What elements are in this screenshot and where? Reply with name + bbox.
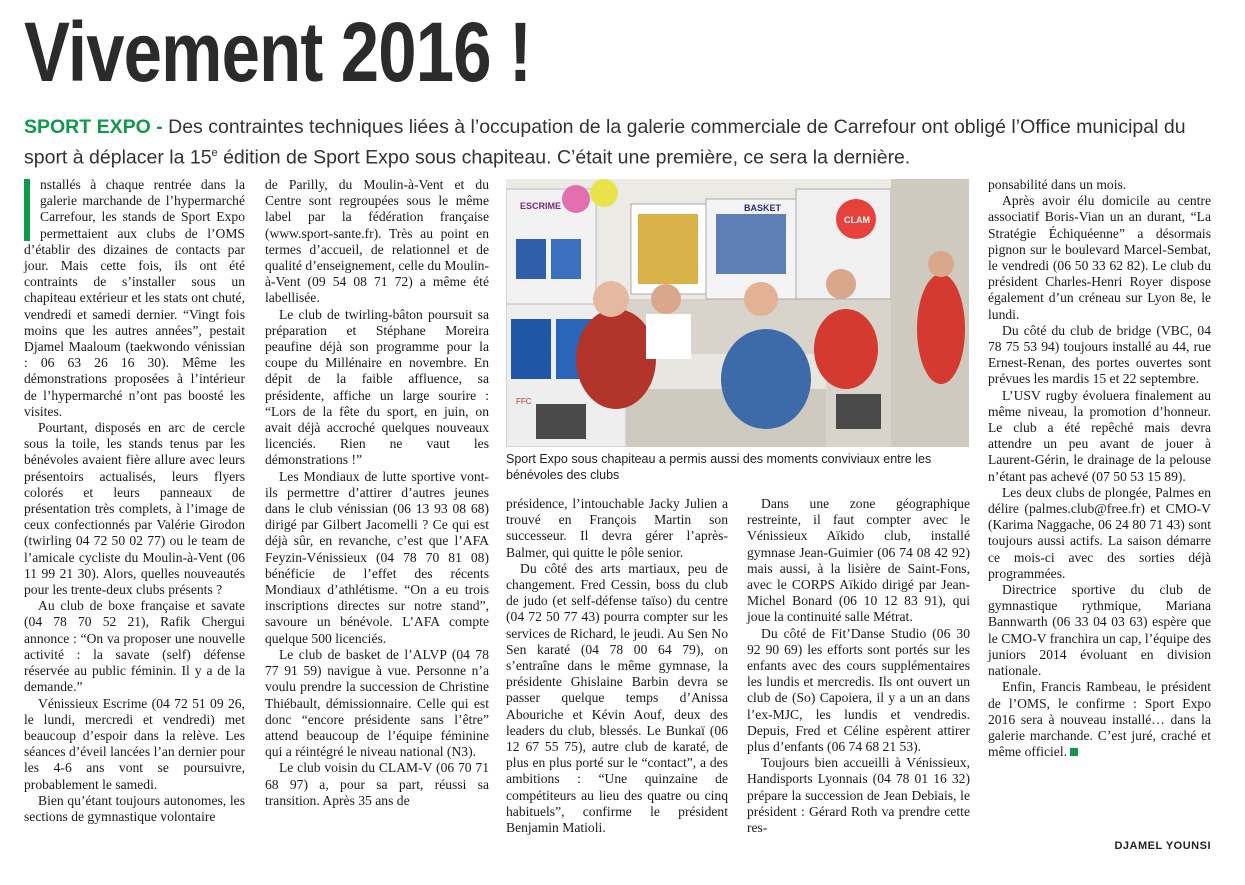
paragraph: Du côté des arts martiaux, peu de changement. Fred Cessin, boss du club de judo (et self-défense taïso) du centre (04 72 50 77 43) pourra compter sur les services de Richard, le jeudi. Au Sen No Sen karaté (04 78 00 64 79), on s’entraîne dans le même gymnase, la présidente Ghislaine Barbin devra se passer quelque temps d’Anissa Abouriche et Kévin Aouf, deux des leaders du club, blessés. Le Bunkaï (06 12 67 55 75), autre club de karaté, de plus en plus porté sur le “contact”, a des ambitions : “Une quinzaine de compétiteurs au lieu des quatre ou cinq habituels”, confirme le président Benjamin Matioli.	[506, 560, 728, 836]
drop-cap-bar	[24, 179, 30, 241]
event-photo	[506, 179, 969, 447]
paragraph: Du côté du club de bridge (VBC, 04 78 75 53 94) toujours installé au 44, rue Ernest-Renan, des portes ouvertes sont prévues les mardis 15 et 22 septembre.	[988, 322, 1211, 387]
paragraph: Toujours bien accueilli à Vénissieux, Handisports Lyonnais (04 78 01 16 32) prépare la succession de Jean Debiais, le président : Gérard Roth va prendre cette res-	[747, 755, 970, 836]
paragraph: Directrice sportive du club de gymnastique rythmique, Mariana Bannwarth (06 33 04 03 63) espère que le CMO-V franchira un cap, l’équipe des juniors 2014 évoluant en division nationale.	[988, 582, 1211, 679]
clam-sign: CLAM	[844, 215, 870, 225]
paragraph: Le club de basket de l’ALVP (04 78 77 91 59) navigue à vue. Personne n’a voulu prendre la succession de Christine Thiébault, démissionnaire. Celle qui est donc “encore présidente sans l’être” attend beaucoup de l’équipe féminine qui a réintégré le niveau national (N3).	[265, 646, 489, 760]
paragraph: Dans une zone géographique restreinte, il faut compter avec le Vénissieux Aïkido club, installé gymnase Jean-Guimier (06 74 08 42 92) mais aussi, à la lisière de Saint-Fons, avec le CORPS Aïkido dirigé par Jean-Michel Bonard (06 10 12 83 91), qui joue la continuité salle Métrat.	[747, 496, 970, 625]
standfirst-superscript: e	[211, 147, 218, 159]
paragraph: de Parilly, du Moulin-à-Vent et du Centre sont regroupées sous le même label par la fédération française (www.sport-sante.fr). Très au point en termes d’accueil, de relationnel et de qualité d’enseignement, celle du Moulin-à-Vent (09 54 08 71 72) a même été labellisée.	[265, 177, 489, 306]
paragraph: Bien qu’étant toujours autonomes, les sections de gymnastique volontaire	[24, 792, 245, 824]
kicker-separator: -	[150, 116, 169, 138]
event-photo-illustration	[506, 179, 969, 447]
end-mark-icon	[1070, 748, 1078, 756]
escrime-sign: ESCRIME	[520, 201, 562, 211]
photo-caption: Sport Expo sous chapiteau a permis aussi des moments conviviaux entre les bénévoles des clubs	[506, 452, 932, 482]
standfirst	[24, 114, 1224, 171]
column-3	[506, 496, 728, 836]
paragraph: ponsabilité dans un mois.	[988, 177, 1127, 192]
standfirst-text-1: Des contraintes techniques liées à l’occupation de la galerie commerciale de Carrefour ont obligé l’Office municipal du sport à déplacer la 15	[24, 116, 1186, 169]
ffc-sign: FFC	[516, 397, 532, 406]
paragraph: Au club de boxe française et savate (04 78 70 52 21), Rafik Chergui annonce : “On va proposer une nouvelle activité : la savate (self) défense réservée au public féminin. Il y a de la demande.”	[24, 598, 245, 695]
standfirst-text-2: édition de Sport Expo sous chapiteau. C’était une première, ce sera la dernière.	[217, 146, 911, 169]
paragraph: Le club de twirling-bâton poursuit sa préparation et Stéphane Moreira peaufine déjà son programme pour la coupe du Millénaire en novembre. En dépit de la faible affluence, sa présidente, affiche un large sourire : “Lors de la fête du sport, en juin, on avait déjà accroché quelques nouveaux licenciés. Rien ne vaut les démonstrations !”	[265, 306, 489, 468]
column-4	[747, 496, 970, 836]
column-5	[988, 177, 1211, 760]
paragraph: L’USV rugby évoluera finalement au même niveau, la promotion d’honneur. Le club a été repêché mais devra attendre un peu avant de jouer à Laurent-Gérin, le drainage de la pelouse n’étant pas achevé (07 50 53 15 89).	[988, 387, 1211, 484]
paragraph: Les deux clubs de plongée, Palmes en délire (palmes.club@free.fr) et CMO-V (Karima Naggache, 06 24 80 71 43) sont toujours aussi actifs. La saison démarre ce mois-ci avec des sorties déjà programmées.	[988, 484, 1211, 581]
kicker: SPORT EXPO	[24, 116, 151, 138]
paragraph: Enfin, Francis Rambeau, le président de l’OMS, le confirme : Sport Expo 2016 sera à nouveau installé… dans la galerie marchande. C’est juré, craché et même officiel.	[988, 679, 1211, 760]
paragraph: Du côté de Fit’Danse Studio (06 30 92 90 69) les efforts sont portés sur les enfants avec des cours supplémentaires les lundis et mercredis. Ils ont ouvert un club de (So) Capoiera, il y a un an dans l’ex-MJC, les lundis et vendredis. Depuis, Fred et Céline espèrent attirer plus d’enfants (06 74 68 21 53).	[747, 625, 970, 755]
paragraph: Pourtant, disposés en arc de cercle sous la toile, les stands tenus par les bénévoles avaient fière allure avec leurs présentoirs actualisés, leurs flyers colorés et leurs panneaux de présentation très complets, à l’image de ceux confectionnés par Valérie Girodon (twirling 04 72 50 02 77) ou le team de l’amicale cycliste du Moulin-à-Vent (06 11 99 21 30). Alors, quelles nouveautés pour les trente-deux clubs présents ?	[24, 420, 245, 598]
column-1	[24, 177, 245, 825]
paragraph: Les Mondiaux de lutte sportive vont-ils permettre d’attirer d’autres jeunes dans le club vénissian (06 13 93 08 68) dirigé par Gilbert Jacomelli ? Ce qui est déjà sûr, en revanche, c’est que l’AFA Feyzin-Vénissieux (04 78 70 81 08) bénéficie de l’effet des récents Mondiaux d’athlétisme. “On a eu trois inscriptions directes sur notre stand”, savoure un bénévole. L’AFA compte quelque 500 licenciés.	[265, 468, 489, 646]
paragraph: Le club voisin du CLAM-V (06 70 71 68 97) a, pour sa part, réussi sa transition. Après 35 ans de	[265, 760, 489, 808]
headline: Vivement 2016 !	[24, 5, 532, 99]
column-2	[265, 177, 489, 809]
paragraph: Vénissieux Escrime (04 72 51 09 26, le lundi, mercredi et vendredi) met beaucoup d’espoir dans la relève. Les séances d’éveil lancées l’an dernier pour les 4-6 ans vont se poursuivre, probablement le samedi.	[24, 695, 245, 792]
paragraph: présidence, l’intouchable Jacky Julien a trouvé en François Martin son successeur. Il devra gérer l’après-Balmer, qui quitte le pôle senior.	[506, 496, 728, 560]
paragraph: Après avoir élu domicile au centre associatif Boris-Vian un an durant, “La Stratégie Échiquéenne” a désormais pignon sur le boulevard Marcel-Sembat, le vendredi (06 50 33 62 82). Le club du président Charles-Henri Royer dispose également d’un créneau sur Lyon 8e, le lundi.	[988, 193, 1211, 322]
paragraph: nstallés à chaque rentrée dans la galerie marchande de l’hypermarché Carrefour, les stands de Sport Expo permettaient aux clubs de l’OMS d’établir des dizaines de contacts par jour. Mais cette fois, ils ont été contraints de s’installer sous un chapiteau extérieur et les stats ont chuté, vendredi et samedi dernier. “Vingt fois moins que les autres années”, pestait Djamel Maaloum (taekwondo vénissian : 06 63 26 16 30). Même les démonstrations proposées à l’intérieur de l’hypermarché n’ont pas boosté les visites.	[24, 177, 245, 419]
byline: DJAMEL YOUNSI	[1114, 840, 1211, 852]
basket-sign: BASKET	[744, 203, 782, 213]
